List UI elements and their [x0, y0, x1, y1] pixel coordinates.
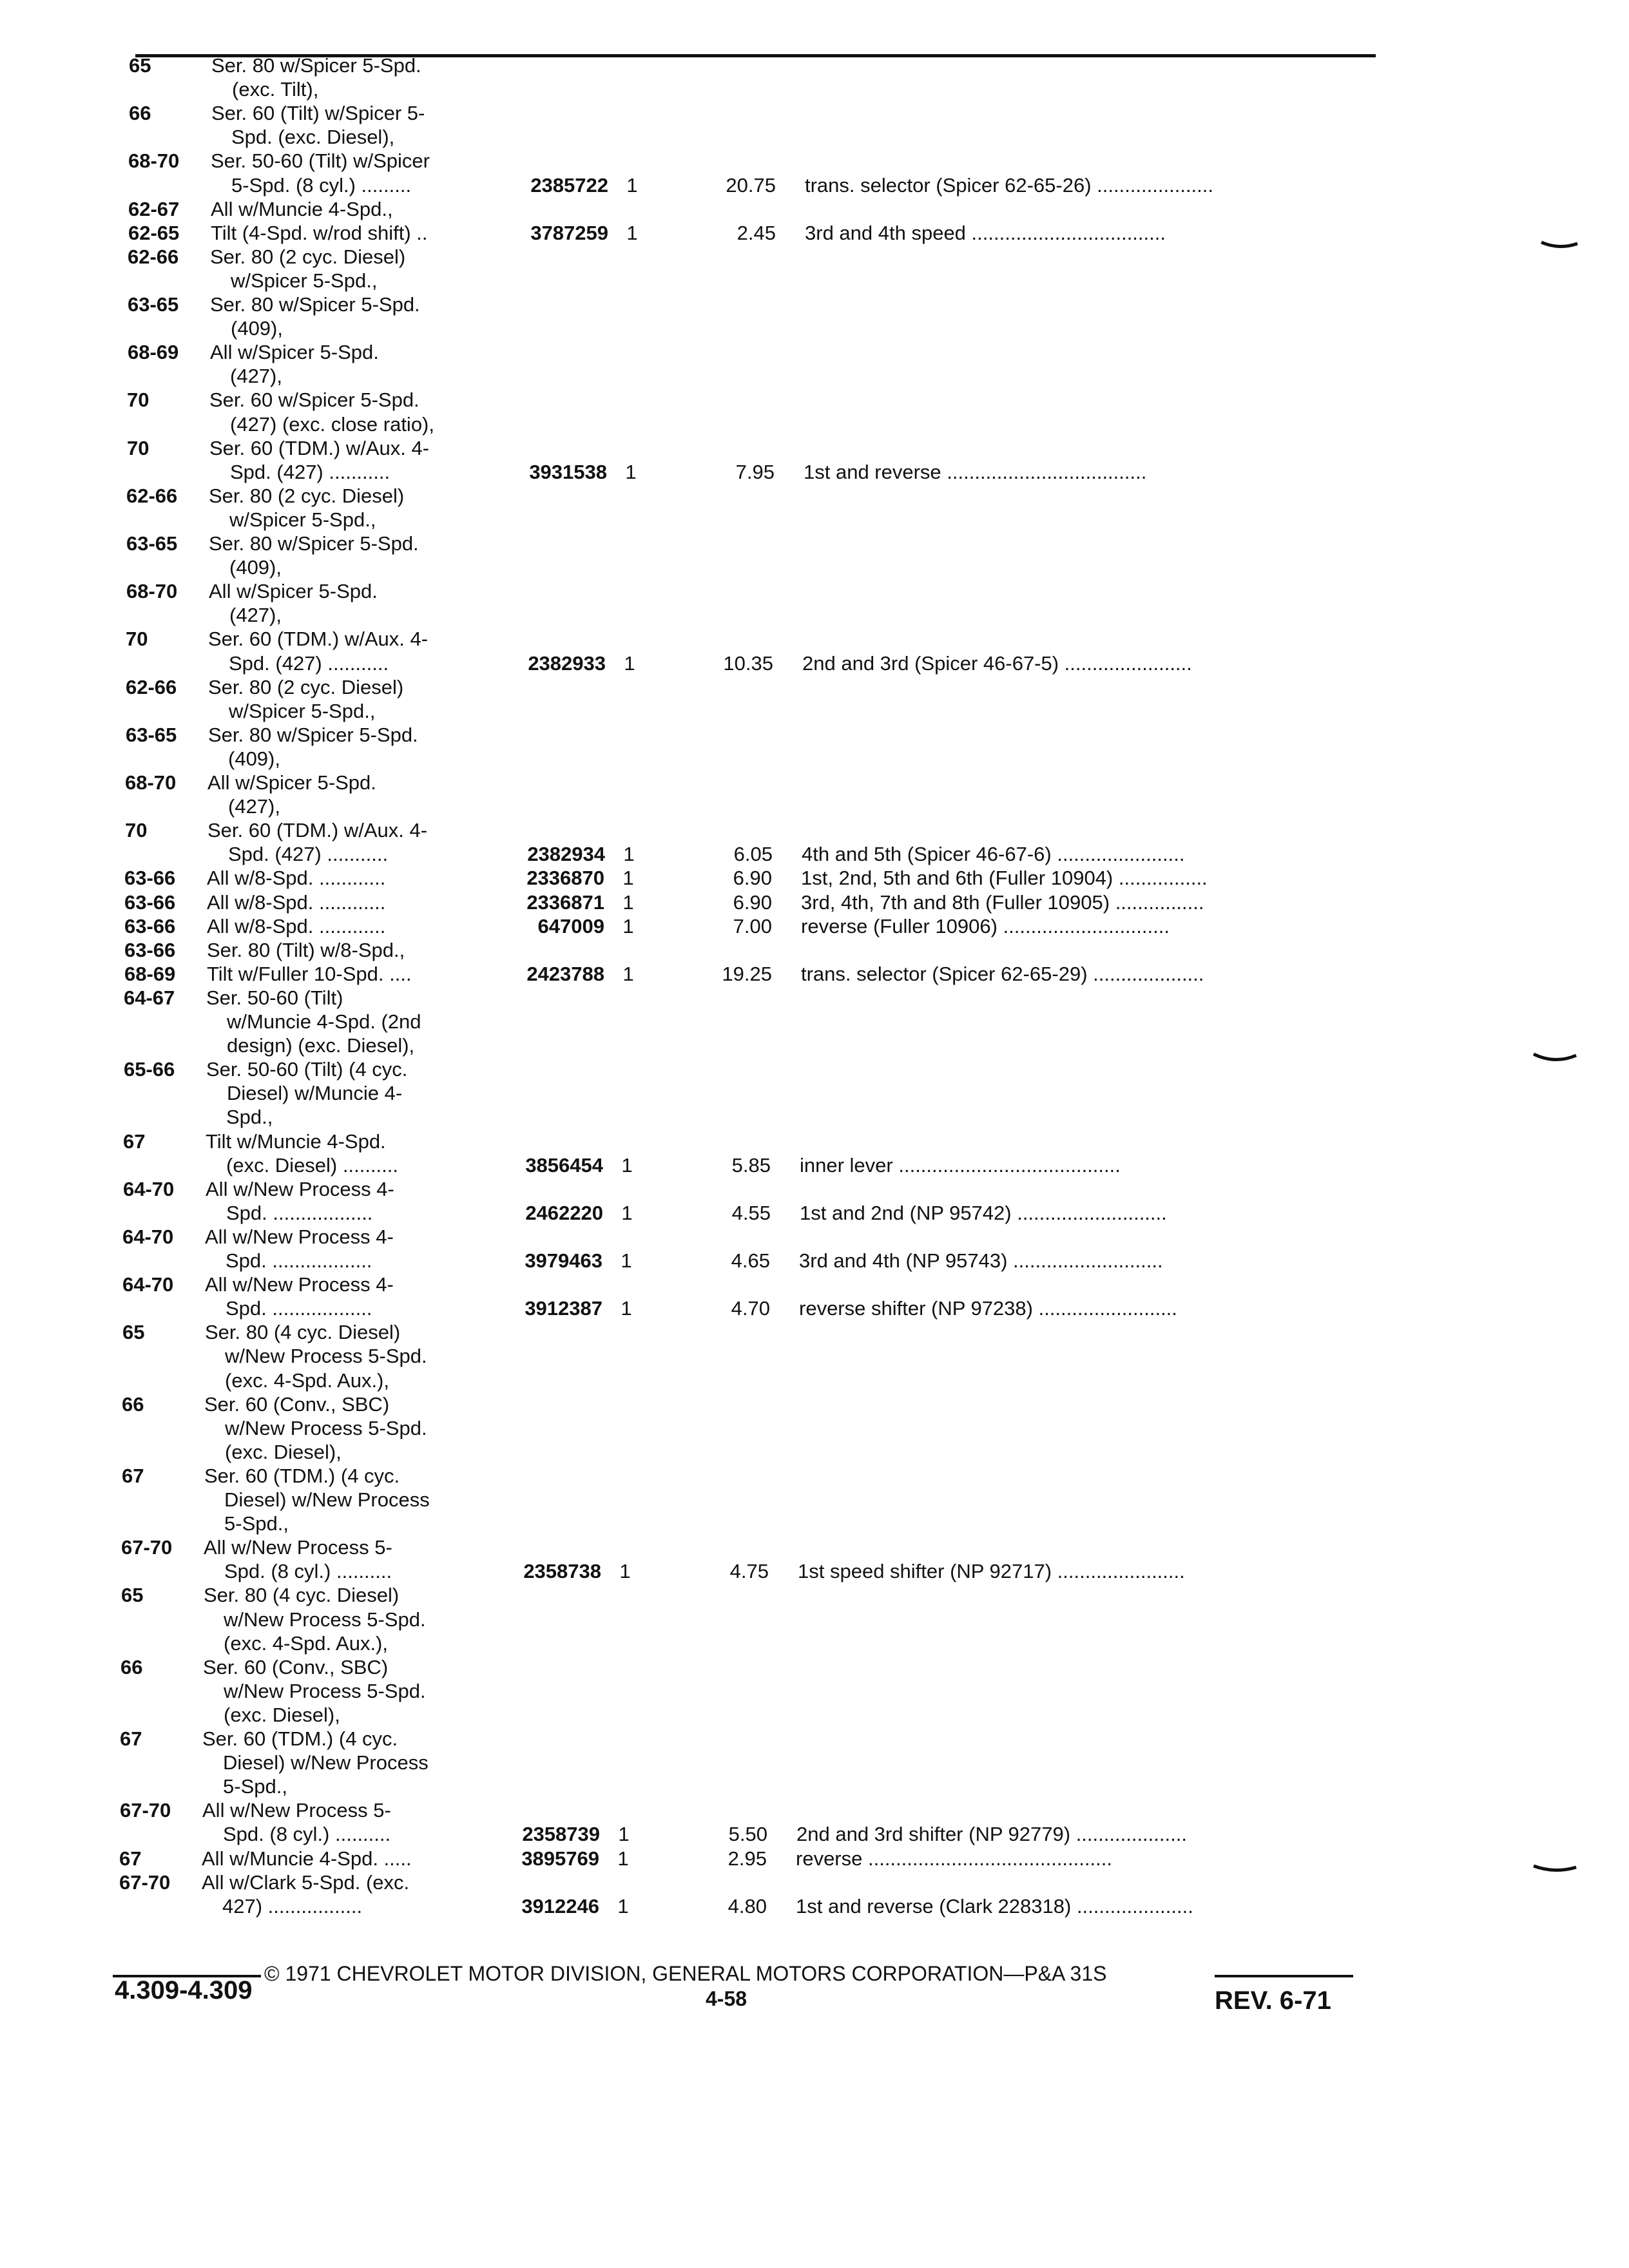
- year-cell: 63-65: [128, 293, 179, 316]
- table-row: [0, 841, 1629, 867]
- application-cell: w/New Process 5-Spd.: [225, 1416, 427, 1439]
- application-cell: All w/8-Spd. ............: [207, 867, 386, 890]
- year-cell: 70: [125, 819, 148, 842]
- application-cell: Ser. 60 (Conv., SBC): [204, 1392, 390, 1416]
- application-cell: Spd. (8 cyl.) ..........: [223, 1823, 391, 1846]
- quantity-cell: 1: [626, 221, 638, 244]
- quantity-cell: 1: [622, 890, 634, 914]
- table-row: [0, 937, 1629, 963]
- part-number-cell: 3787259: [530, 221, 608, 244]
- table-row: [0, 1177, 1629, 1202]
- year-cell: 62-65: [128, 221, 180, 244]
- application-cell: 5-Spd.,: [223, 1775, 287, 1798]
- table-row: [0, 1846, 1629, 1872]
- table-row: [0, 1559, 1629, 1584]
- application-cell: Spd. (427) ...........: [230, 460, 390, 483]
- year-cell: 62-66: [126, 484, 178, 507]
- application-cell: (427),: [228, 795, 280, 818]
- binder-mark-icon: [1532, 1052, 1577, 1066]
- table-row: [0, 1582, 1629, 1608]
- table-row: [0, 579, 1629, 604]
- application-cell: Ser. 80 (4 cyc. Diesel): [205, 1321, 401, 1344]
- part-number-cell: 2358738: [523, 1560, 601, 1583]
- year-cell: 70: [127, 436, 149, 459]
- description-cell: 1st speed shifter (NP 92717) .......................: [798, 1560, 1185, 1583]
- year-cell: 65: [122, 1321, 145, 1344]
- table-row: [0, 1033, 1629, 1059]
- application-cell: Ser. 50-60 (Tilt) (4 cyc.: [206, 1058, 408, 1081]
- year-cell: 66: [129, 102, 151, 125]
- quantity-cell: 1: [621, 1249, 632, 1272]
- application-cell: (exc. Diesel),: [224, 1703, 340, 1726]
- table-row: [0, 507, 1629, 533]
- table-row: [0, 387, 1629, 413]
- application-cell: All w/Clark 5-Spd. (exc.: [202, 1870, 410, 1894]
- table-row: [0, 794, 1629, 820]
- application-cell: (409),: [228, 747, 280, 770]
- table-row: [0, 1870, 1629, 1896]
- year-cell: 65: [121, 1584, 144, 1607]
- price-cell: 6.05: [733, 843, 773, 866]
- year-cell: 67-70: [121, 1536, 173, 1559]
- year-cell: 64-70: [123, 1177, 175, 1200]
- table-row: [0, 1057, 1629, 1082]
- application-cell: Spd. (8 cyl.) ..........: [224, 1560, 392, 1583]
- price-cell: 6.90: [733, 890, 772, 914]
- table-row: [0, 124, 1629, 150]
- table-row: [0, 1463, 1629, 1489]
- application-cell: All w/New Process 4-: [205, 1225, 394, 1248]
- application-cell: Tilt (4-Spd. w/rod shift) ..: [211, 221, 428, 244]
- application-cell: (exc. Diesel) ..........: [226, 1153, 398, 1177]
- price-cell: 6.90: [733, 867, 772, 890]
- table-row: [0, 1153, 1629, 1178]
- table-row: [0, 197, 1629, 222]
- table-row: [0, 602, 1629, 628]
- quantity-cell: 1: [621, 1201, 633, 1224]
- table-row: [0, 1511, 1629, 1537]
- group-code: 4.309-4.309: [115, 1976, 253, 2004]
- year-cell: 62-67: [128, 197, 180, 220]
- table-row: [0, 1487, 1629, 1513]
- table-row: [0, 1750, 1629, 1776]
- price-cell: 5.50: [728, 1823, 767, 1846]
- quantity-cell: 1: [622, 914, 634, 937]
- table-row: [0, 1343, 1629, 1369]
- binder-mark-icon: [1532, 1863, 1577, 1876]
- application-cell: Spd. ..................: [226, 1297, 372, 1320]
- application-cell: (409),: [231, 317, 283, 340]
- price-cell: 2.95: [728, 1847, 767, 1870]
- year-cell: 68-70: [125, 771, 177, 794]
- table-row: [0, 890, 1629, 916]
- description-cell: trans. selector (Spicer 62-65-29) ....................: [801, 962, 1204, 985]
- table-row: [0, 436, 1629, 461]
- price-cell: 20.75: [726, 173, 776, 197]
- table-row: [0, 1320, 1629, 1345]
- table-row: [0, 1296, 1629, 1321]
- year-cell: 67-70: [119, 1870, 171, 1894]
- application-cell: w/Muncie 4-Spd. (2nd: [227, 1010, 421, 1033]
- year-cell: 70: [127, 389, 149, 412]
- table-row: [0, 1894, 1629, 1919]
- description-cell: reverse (Fuller 10906) ..............................: [801, 914, 1170, 937]
- application-cell: All w/New Process 4-: [205, 1273, 394, 1296]
- table-row: [0, 292, 1629, 318]
- table-row: [0, 1224, 1629, 1250]
- year-cell: 66: [120, 1655, 143, 1678]
- application-cell: (427),: [230, 365, 282, 388]
- price-cell: 7.00: [733, 914, 772, 937]
- table-row: [0, 698, 1629, 724]
- application-cell: w/Spicer 5-Spd.,: [229, 508, 376, 531]
- table-row: [0, 1272, 1629, 1298]
- description-cell: 2nd and 3rd (Spicer 46-67-5) .......................: [802, 651, 1192, 675]
- price-cell: 5.85: [731, 1153, 771, 1177]
- application-cell: Ser. 80 w/Spicer 5-Spd.: [210, 293, 420, 316]
- application-cell: Ser. 50-60 (Tilt) w/Spicer: [211, 149, 430, 173]
- part-number-cell: 3912246: [521, 1894, 599, 1917]
- application-cell: All w/Spicer 5-Spd.: [209, 580, 378, 603]
- table-row: [0, 77, 1629, 102]
- year-cell: 63-65: [126, 723, 177, 746]
- part-number-cell: 3979463: [525, 1249, 602, 1272]
- year-cell: 68-70: [128, 149, 180, 173]
- table-row: [0, 244, 1629, 270]
- binder-mark-icon: [1540, 240, 1579, 253]
- table-row: [0, 746, 1629, 772]
- description-cell: 4th and 5th (Spicer 46-67-6) .......................: [802, 843, 1185, 866]
- part-number-cell: 3895769: [521, 1847, 599, 1870]
- part-number-cell: 3856454: [525, 1153, 603, 1177]
- part-number-cell: 3931538: [529, 460, 607, 483]
- application-cell: Ser. 80 w/Spicer 5-Spd.: [209, 532, 419, 555]
- table-row: [0, 1439, 1629, 1465]
- application-cell: Ser. 60 (TDM.) w/Aux. 4-: [209, 436, 430, 459]
- table-row: [0, 1081, 1629, 1106]
- quantity-cell: 1: [624, 651, 635, 675]
- application-cell: (exc. Diesel),: [225, 1440, 342, 1463]
- quantity-cell: 1: [619, 1560, 631, 1583]
- table-row: [0, 1798, 1629, 1823]
- application-cell: (409),: [229, 556, 282, 579]
- application-cell: All w/Spicer 5-Spd.: [207, 771, 376, 794]
- application-cell: Spd. (exc. Diesel),: [231, 126, 395, 149]
- table-row: [0, 1009, 1629, 1035]
- year-cell: 63-66: [124, 938, 176, 961]
- application-cell: Spd. ..................: [226, 1249, 372, 1272]
- price-cell: 4.65: [731, 1249, 770, 1272]
- application-cell: Ser. 60 w/Spicer 5-Spd.: [209, 389, 419, 412]
- application-cell: Ser. 80 (2 cyc. Diesel): [209, 484, 405, 507]
- application-cell: All w/New Process 4-: [206, 1177, 394, 1200]
- table-row: [0, 1655, 1629, 1680]
- table-row: [0, 985, 1629, 1011]
- table-row: [0, 1535, 1629, 1561]
- application-cell: w/New Process 5-Spd.: [224, 1608, 426, 1631]
- table-row: [0, 459, 1629, 485]
- table-row: [0, 1104, 1629, 1130]
- application-cell: Tilt w/Fuller 10-Spd. ....: [207, 962, 412, 985]
- application-cell: w/Spicer 5-Spd.,: [229, 699, 376, 722]
- application-cell: All w/Muncie 4-Spd. .....: [202, 1847, 412, 1870]
- year-cell: 68-70: [126, 580, 178, 603]
- year-cell: 62-66: [126, 675, 177, 698]
- application-cell: Diesel) w/Muncie 4-: [227, 1082, 403, 1105]
- application-cell: Spd. (427) ...........: [228, 843, 389, 866]
- quantity-cell: 1: [625, 460, 637, 483]
- table-row: [0, 651, 1629, 677]
- year-cell: 67: [120, 1727, 142, 1750]
- description-cell: inner lever ........................................: [800, 1153, 1121, 1177]
- part-number-cell: 2382933: [528, 651, 606, 675]
- description-cell: 3rd, 4th, 7th and 8th (Fuller 10905) ................: [801, 890, 1204, 914]
- description-cell: trans. selector (Spicer 62-65-26) .....................: [805, 173, 1214, 197]
- table-row: [0, 1702, 1629, 1728]
- application-cell: Spd. (427) ...........: [229, 651, 389, 675]
- year-cell: 63-66: [124, 890, 176, 914]
- part-number-cell: 2423788: [526, 962, 604, 985]
- year-cell: 67: [119, 1847, 142, 1870]
- application-cell: Ser. 80 (2 cyc. Diesel): [208, 675, 404, 698]
- application-cell: Ser. 60 (Tilt) w/Spicer 5-: [211, 102, 425, 125]
- year-cell: 63-65: [126, 532, 178, 555]
- part-number-cell: 3912387: [525, 1297, 602, 1320]
- table-row: [0, 340, 1629, 365]
- table-row: [0, 412, 1629, 437]
- table-row: [0, 818, 1629, 843]
- table-row: [0, 1726, 1629, 1752]
- application-cell: w/Spicer 5-Spd.,: [231, 269, 378, 292]
- year-cell: 65: [129, 54, 151, 77]
- year-cell: 64-67: [124, 986, 175, 1009]
- table-row: [0, 363, 1629, 389]
- table-row: [0, 914, 1629, 939]
- application-cell: Ser. 60 (TDM.) (4 cyc.: [202, 1727, 398, 1750]
- table-row: [0, 1248, 1629, 1274]
- table-row: [0, 53, 1629, 79]
- footer-rule-right: [1215, 1975, 1353, 1977]
- year-cell: 63-66: [124, 914, 176, 937]
- description-cell: reverse ............................................: [796, 1847, 1112, 1870]
- table-row: [0, 148, 1629, 174]
- application-cell: Ser. 60 (Conv., SBC): [203, 1655, 389, 1678]
- part-number-cell: 2336871: [526, 890, 604, 914]
- application-cell: Ser. 80 (Tilt) w/8-Spd.,: [207, 938, 405, 961]
- application-cell: Spd.,: [226, 1106, 273, 1129]
- description-cell: 1st, 2nd, 5th and 6th (Fuller 10904) ................: [801, 867, 1208, 890]
- part-number-cell: 2462220: [525, 1201, 603, 1224]
- price-cell: 10.35: [723, 651, 773, 675]
- description-cell: reverse shifter (NP 97238) .........................: [799, 1297, 1177, 1320]
- year-cell: 64-70: [122, 1225, 174, 1248]
- table-row: [0, 770, 1629, 796]
- part-number-cell: 2358739: [522, 1823, 600, 1846]
- description-cell: 1st and reverse (Clark 228318) .....................: [796, 1894, 1193, 1917]
- quantity-cell: 1: [626, 173, 638, 197]
- year-cell: 68-69: [128, 341, 179, 364]
- table-row: [0, 101, 1629, 126]
- year-cell: 62-66: [128, 245, 179, 268]
- quantity-cell: 1: [617, 1894, 629, 1917]
- table-row: [0, 1774, 1629, 1800]
- description-cell: 2nd and 3rd shifter (NP 92779) ....................: [796, 1823, 1187, 1846]
- year-cell: 67: [122, 1464, 144, 1487]
- description-cell: 3rd and 4th (NP 95743) ...........................: [799, 1249, 1163, 1272]
- application-cell: Ser. 80 (2 cyc. Diesel): [210, 245, 406, 268]
- application-cell: Diesel) w/New Process: [223, 1751, 429, 1774]
- quantity-cell: 1: [621, 1297, 632, 1320]
- application-cell: Ser. 60 (TDM.) w/Aux. 4-: [208, 628, 429, 651]
- application-cell: Ser. 60 (TDM.) w/Aux. 4-: [207, 819, 428, 842]
- table-row: [0, 675, 1629, 700]
- application-cell: Ser. 80 w/Spicer 5-Spd.: [211, 54, 421, 77]
- table-row: [0, 268, 1629, 294]
- application-cell: w/New Process 5-Spd.: [224, 1679, 426, 1702]
- year-cell: 65-66: [124, 1058, 175, 1081]
- description-cell: 1st and 2nd (NP 95742) ...........................: [800, 1201, 1167, 1224]
- application-cell: All w/Spicer 5-Spd.: [210, 341, 379, 364]
- table-row: [0, 173, 1629, 198]
- table-row: [0, 865, 1629, 891]
- price-cell: 4.55: [731, 1201, 771, 1224]
- revision-label: REV. 6-71: [1215, 1986, 1331, 2015]
- table-row: [0, 1416, 1629, 1441]
- page-number: 4-58: [706, 1987, 747, 2010]
- year-cell: 64-70: [122, 1273, 174, 1296]
- part-number-cell: 647009: [537, 914, 604, 937]
- year-cell: 68-69: [124, 962, 176, 985]
- application-cell: Ser. 60 (TDM.) (4 cyc.: [204, 1464, 400, 1487]
- table-row: [0, 961, 1629, 987]
- description-cell: 3rd and 4th speed ...................................: [805, 221, 1166, 244]
- table-row: [0, 1368, 1629, 1394]
- application-cell: All w/Muncie 4-Spd.,: [211, 197, 393, 220]
- table-row: [0, 555, 1629, 581]
- application-cell: All w/8-Spd. ............: [207, 914, 386, 937]
- price-cell: 4.75: [729, 1560, 769, 1583]
- application-cell: Spd. ..................: [226, 1201, 373, 1224]
- quantity-cell: 1: [623, 843, 635, 866]
- table-row: [0, 483, 1629, 509]
- table-row: [0, 1200, 1629, 1226]
- year-cell: 67-70: [120, 1799, 171, 1822]
- application-cell: Diesel) w/New Process: [224, 1488, 430, 1511]
- quantity-cell: 1: [617, 1847, 629, 1870]
- table-row: [0, 1821, 1629, 1847]
- part-number-cell: 2385722: [530, 173, 608, 197]
- application-cell: (exc. 4-Spd. Aux.),: [225, 1369, 389, 1392]
- year-cell: 67: [123, 1129, 146, 1153]
- application-cell: w/New Process 5-Spd.: [225, 1345, 427, 1368]
- application-cell: (427),: [229, 604, 282, 627]
- table-row: [0, 316, 1629, 341]
- application-cell: 5-Spd. (8 cyl.) .........: [231, 173, 412, 197]
- table-row: [0, 1607, 1629, 1633]
- table-row: [0, 1129, 1629, 1155]
- application-cell: (exc. 4-Spd. Aux.),: [224, 1631, 388, 1655]
- quantity-cell: 1: [622, 867, 634, 890]
- application-cell: All w/New Process 5-: [202, 1799, 391, 1822]
- price-cell: 19.25: [722, 962, 772, 985]
- description-cell: 1st and reverse ....................................: [804, 460, 1147, 483]
- price-cell: 4.70: [731, 1297, 770, 1320]
- price-cell: 2.45: [737, 221, 776, 244]
- application-cell: Ser. 80 w/Spicer 5-Spd.: [208, 723, 418, 746]
- table-row: [0, 1631, 1629, 1657]
- quantity-cell: 1: [618, 1823, 630, 1846]
- table-row: [0, 220, 1629, 246]
- application-cell: 427) .................: [222, 1894, 363, 1917]
- application-cell: All w/8-Spd. ............: [207, 890, 386, 914]
- year-cell: 63-66: [124, 867, 176, 890]
- application-cell: (427) (exc. close ratio),: [230, 412, 434, 436]
- application-cell: (exc. Tilt),: [232, 78, 319, 101]
- application-cell: Ser. 50-60 (Tilt): [206, 986, 343, 1009]
- table-row: [0, 1392, 1629, 1418]
- application-cell: design) (exc. Diesel),: [227, 1034, 415, 1057]
- part-number-cell: 2336870: [526, 867, 604, 890]
- quantity-cell: 1: [622, 962, 634, 985]
- application-cell: All w/New Process 5-: [204, 1536, 392, 1559]
- application-cell: 5-Spd.,: [224, 1512, 289, 1535]
- table-row: [0, 531, 1629, 557]
- part-number-cell: 2382934: [527, 843, 605, 866]
- table-row: [0, 722, 1629, 748]
- application-cell: Ser. 80 (4 cyc. Diesel): [204, 1584, 400, 1607]
- quantity-cell: 1: [621, 1153, 633, 1177]
- application-cell: Tilt w/Muncie 4-Spd.: [206, 1129, 386, 1153]
- price-cell: 4.80: [728, 1894, 767, 1917]
- year-cell: 66: [122, 1392, 144, 1416]
- year-cell: 70: [126, 628, 148, 651]
- copyright-line: © 1971 CHEVROLET MOTOR DIVISION, GENERAL MOTORS CORPORATION—P&A 31S: [264, 1962, 1107, 1985]
- price-cell: 7.95: [735, 460, 775, 483]
- table-row: [0, 626, 1629, 652]
- table-row: [0, 1678, 1629, 1704]
